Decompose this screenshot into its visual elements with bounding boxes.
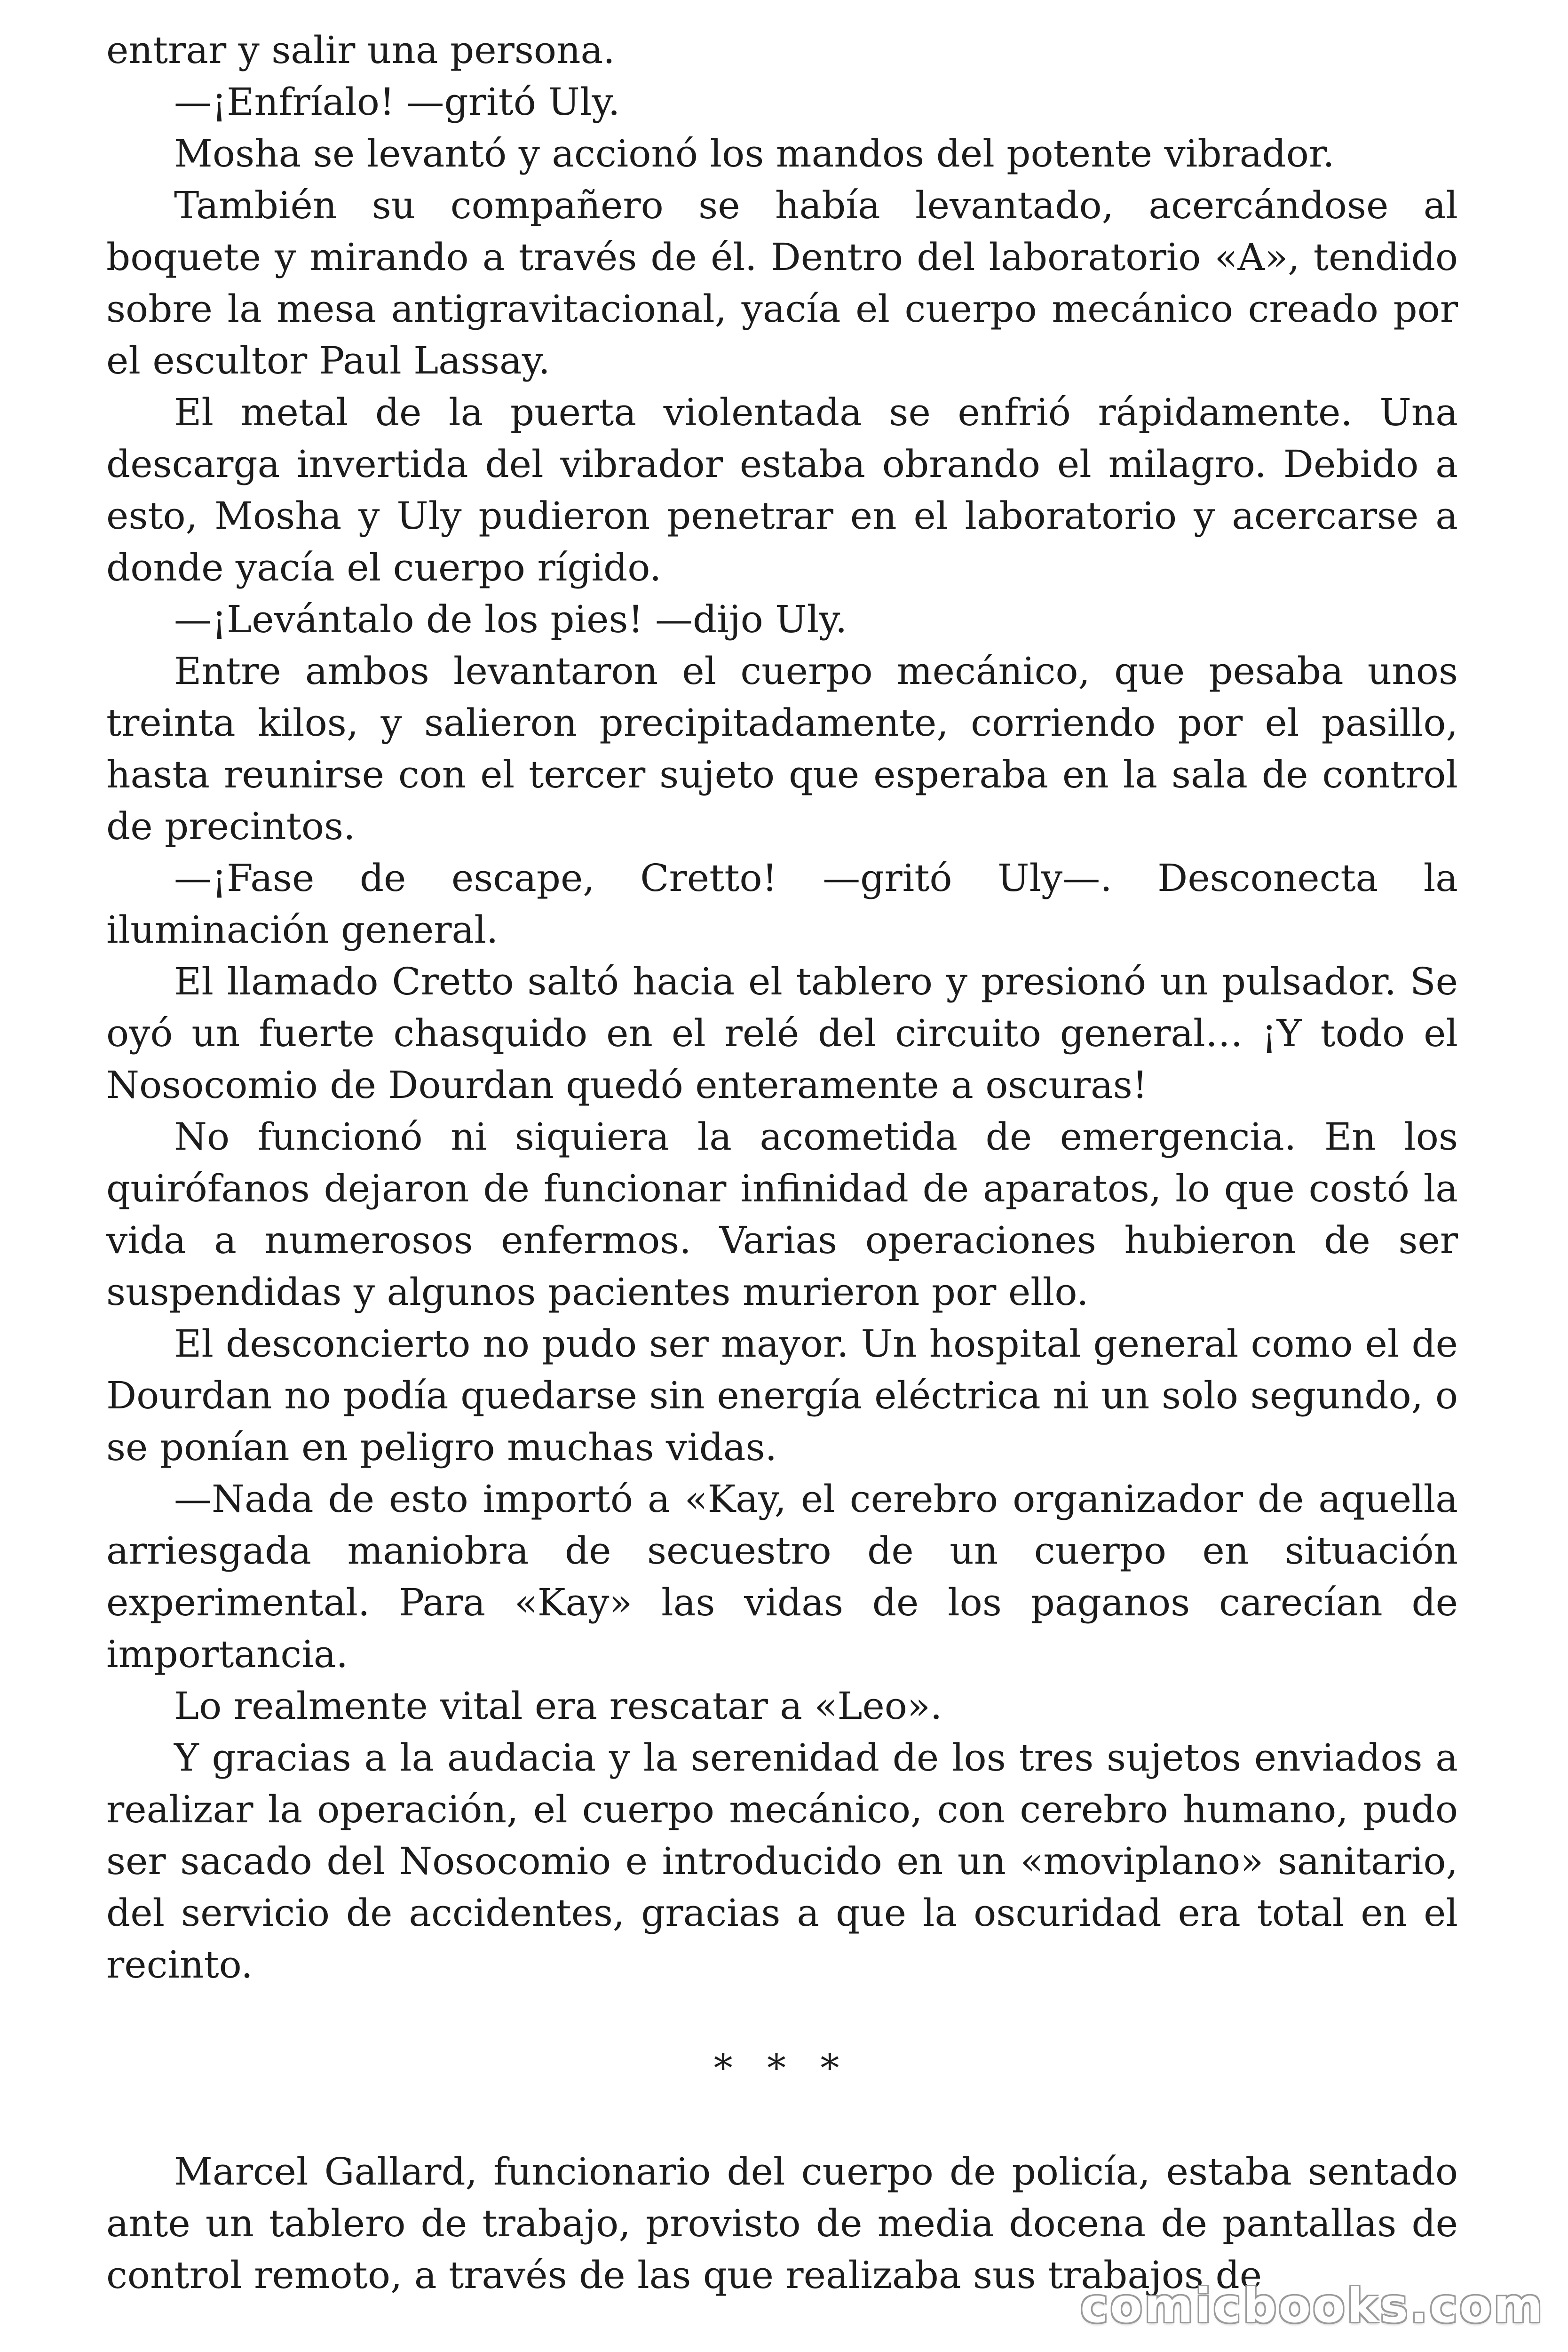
paragraph: También su compañero se había levantado, acercándose al boquete y mirando a través de él. Dentro del laboratorio «A», tendido sobre la mesa antigravitacional, yacía el cuerpo mecánico creado por el escultor Paul Lassay. bbox=[106, 183, 1458, 382]
watermark: comicbooks.com bbox=[1080, 2278, 1544, 2333]
paragraph: Entre ambos levantaron el cuerpo mecánico, que pesaba unos treinta kilos, y salieron precipitadamente, corriendo por el pasillo, hasta reunirse con el tercer sujeto que esperaba en la sala de control de precintos. bbox=[106, 649, 1458, 848]
paragraph: —¡Fase de escape, Cretto! —gritó Uly—. Desconecta la iluminación general. bbox=[106, 856, 1458, 952]
paragraph: El llamado Cretto saltó hacia el tablero y presionó un pulsador. Se oyó un fuerte chasquido en el relé del circuito general… ¡Y todo el Nosocomio de Dourdan quedó enteramente a oscuras! bbox=[106, 960, 1458, 1107]
section-separator: * * * bbox=[713, 2046, 851, 2090]
paragraph: No funcionó ni siquiera la acometida de emergencia. En los quirófanos dejaron de funcionar infinidad de aparatos, lo que costó la vida a numerosos enfermos. Varias operaciones hubieron de ser suspendidas y algunos pacientes murieron por ello. bbox=[106, 1115, 1458, 1314]
paragraph: entrar y salir una persona. bbox=[106, 28, 615, 72]
paragraph: —¡Enfríalo! —gritó Uly. bbox=[174, 80, 620, 124]
paragraph: Y gracias a la audacia y la serenidad de los tres sujetos enviados a realizar la operación, el cuerpo mecánico, con cerebro humano, pudo ser sacado del Nosocomio e introducido en un «moviplano» sanitario, del servicio de accidentes, gracias a que la oscuridad era total en el recinto. bbox=[106, 1736, 1458, 1986]
paragraph: El desconcierto no pudo ser mayor. Un hospital general como el de Dourdan no podía quedarse sin energía eléctrica ni un solo segundo, o se ponían en peligro muchas vidas. bbox=[106, 1322, 1458, 1469]
paragraph: Lo realmente vital era rescatar a «Leo». bbox=[174, 1684, 942, 1728]
paragraph: El metal de la puerta violentada se enfrió rápidamente. Una descarga invertida del vibrador estaba obrando el milagro. Debido a esto, Mosha y Uly pudieron penetrar en el laboratorio y acercarse a donde yacía el cuerpo rígido. bbox=[106, 390, 1458, 589]
paragraph: Marcel Gallard, funcionario del cuerpo de policía, estaba sentado ante un tablero de trabajo, provisto de media docena de pantallas de control remoto, a través de las que realizaba sus trabajos de bbox=[106, 2150, 1458, 2297]
book-page bbox=[106, 0, 1458, 2352]
paragraph: —Nada de esto importó a «Kay, el cerebro organizador de aquella arriesgada maniobra de secuestro de un cuerpo en situación experimental. Para «Kay» las vidas de los paganos carecían de importancia. bbox=[106, 1477, 1458, 1676]
paragraph: Mosha se levantó y accionó los mandos del potente vibrador. bbox=[174, 132, 1335, 175]
paragraph: —¡Levántalo de los pies! —dijo Uly. bbox=[174, 597, 847, 641]
